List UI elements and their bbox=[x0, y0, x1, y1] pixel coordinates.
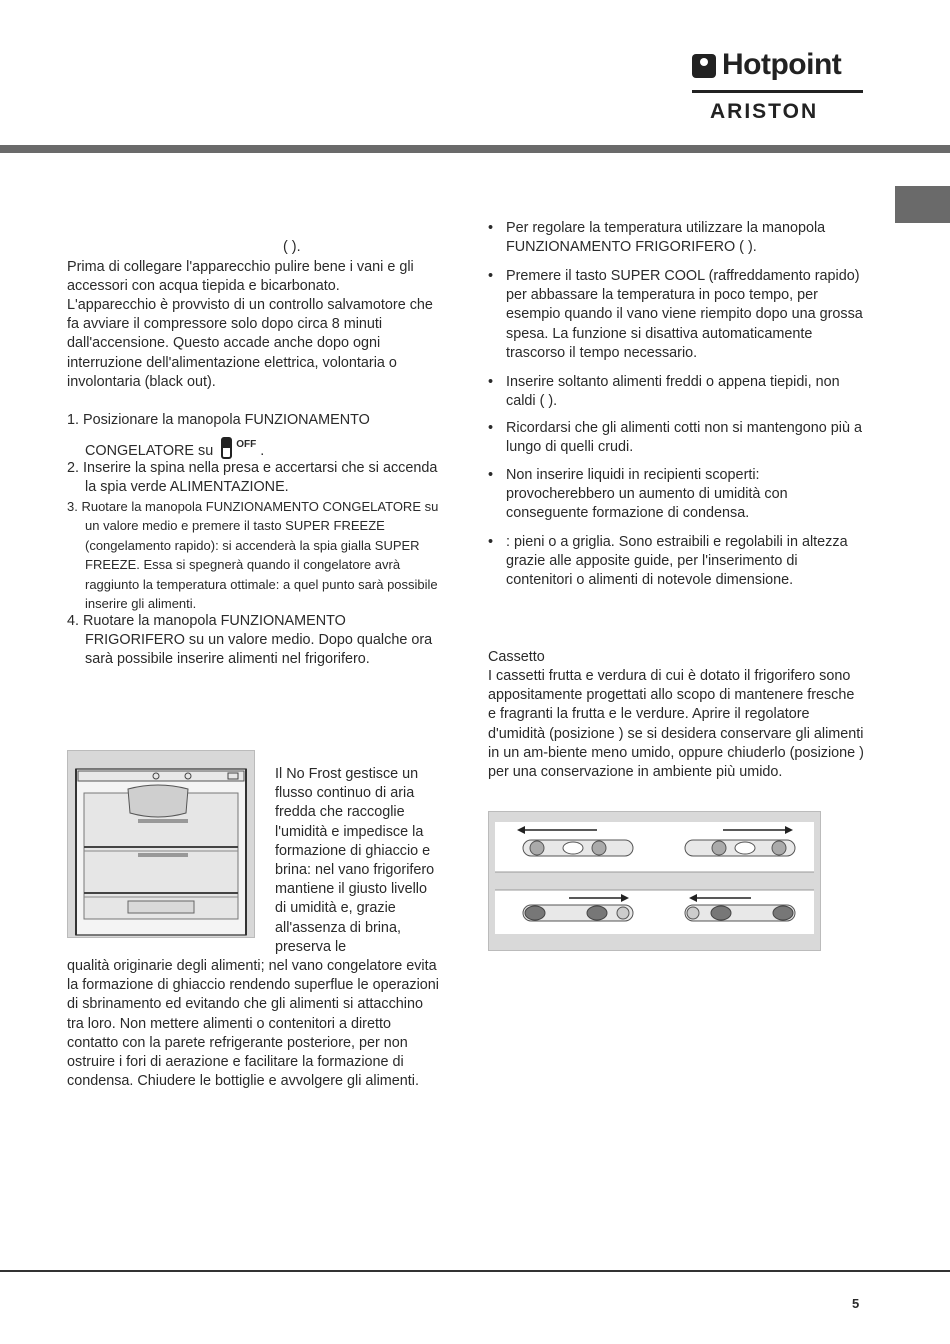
bullet-cooked-food: • Ricordarsi che gli alimenti cotti non si mantengono più a lungo di quelli crudi. bbox=[488, 420, 862, 456]
nofrost-side-text: Il No Frost gestisce un flusso continuo di aria fredda che raccoglie l'umidità e impedisce la formazione di ghiaccio e brina: nel vano frigorifero mantiene il giusto livello di umidità e, grazie all'assenza di brina, preserva le bbox=[275, 766, 435, 955]
page-number: 5 bbox=[852, 1296, 860, 1311]
paren-line: ( ). bbox=[283, 239, 301, 255]
motor-protection-paragraph: L'apparecchio è provvisto di un controllo salvamotore che fa avviare il compressore solo dopo circa 8 minuti dall'accensione. Questo accade anche dopo ogni interruzione dell'alimentazione elettrica, volontaria o involontaria (black out). bbox=[67, 297, 433, 390]
bullet-liquids: • Non inserire liquidi in recipienti scoperti: provocherebbero un aumento di umidità con conseguente formazione di condensa. bbox=[488, 467, 788, 522]
logo-rule bbox=[692, 90, 863, 93]
section-tab bbox=[895, 186, 950, 223]
bullet-temperature: • Per regolare la temperatura utilizzare la manopola FUNZIONAMENTO FRIGORIFERO ( ). bbox=[488, 220, 826, 256]
knob-off-icon bbox=[221, 437, 232, 459]
step-2: 2. Inserire la spina nella presa e accertarsi che si accenda la spia verde ALIMENTAZIONE. bbox=[67, 460, 438, 496]
humidity-regulator-diagram bbox=[488, 811, 821, 951]
nofrost-text: qualità originarie degli alimenti; nel vano congelatore evita la formazione di ghiaccio rendendo superflue le operazioni di sbrinamento ed evitando che gli alimenti si attacchino tra loro. Non mettere alimenti o contenitori a diretto contatto con la parete refrigerante posteriore, per non ostruire i fori di aerazione e facilitare la formazione di condensa. Chiudere le bottiglie e avvolgere gli alimenti. bbox=[67, 958, 439, 1090]
bullet-shelves: • : pieni o a griglia. Sono estraibili e regolabili in altezza grazie alle apposite guide, per l'inserimento di contenitori o alimenti di notevole dimensione. bbox=[488, 534, 848, 589]
bullet-cold-food: • Inserire soltanto alimenti freddi o appena tiepidi, non caldi ( ). bbox=[488, 374, 840, 410]
step-3: 3. Ruotare la manopola FUNZIONAMENTO CONGELATORE su un valore medio e premere il tasto SUPER FREEZE (congelamento rapido): si accenderà la spia gialla SUPER FREEZE. Essa si spegnerà quando il congelatore avrà raggiunto la temperatura ottimale: a quel punto sarà possibile inserire gli alimenti. bbox=[67, 499, 439, 612]
cassetto-label: Cassetto bbox=[488, 649, 545, 665]
brand-name: Hotpoint bbox=[722, 48, 842, 81]
brand-logo bbox=[690, 48, 865, 128]
cassetto-text: I cassetti frutta e verdura di cui è dotato il frigorifero sono appositamente progettati allo scopo di mantenere fresche e fragranti la frutta e le verdure. Aprire il regolatore d'umidità (posizione ) se si desidera conservare gli alimenti in un am-biente meno umido, oppure chiuderlo (posizione ) per una conservazione in ambiente più umido. bbox=[488, 668, 864, 781]
step-1-line-b: CONGELATORE su $^{OFF}$ . bbox=[85, 439, 265, 459]
bullet-super-cool: • Premere il tasto SUPER COOL (raffreddamento rapido) per abbassare la temperatura in poco tempo, per esempio quando il vano viene riempito dopo una grossa spesa. La funzione si disattiva automaticamente trascorso il tempo necessario. bbox=[488, 268, 863, 361]
fridge-illustration bbox=[67, 750, 255, 938]
step-4: 4. Ruotare la manopola FUNZIONAMENTO FRIGORIFERO su un valore medio. Dopo qualche ora sarà possibile inserire alimenti nel frigorifero. bbox=[67, 613, 433, 668]
intro-paragraph: Prima di collegare l'apparecchio pulire bene i vani e gli accessori con acqua tiepida e bicarbonato. bbox=[67, 259, 414, 295]
logo-mark-icon bbox=[692, 54, 716, 78]
off-label: OFF bbox=[236, 439, 257, 450]
step-1-line-a: 1. Posizionare la manopola FUNZIONAMENTO bbox=[67, 412, 370, 428]
header-bar bbox=[0, 145, 950, 153]
footer-rule bbox=[0, 1270, 950, 1272]
brand-sub: ARISTON bbox=[710, 100, 819, 123]
